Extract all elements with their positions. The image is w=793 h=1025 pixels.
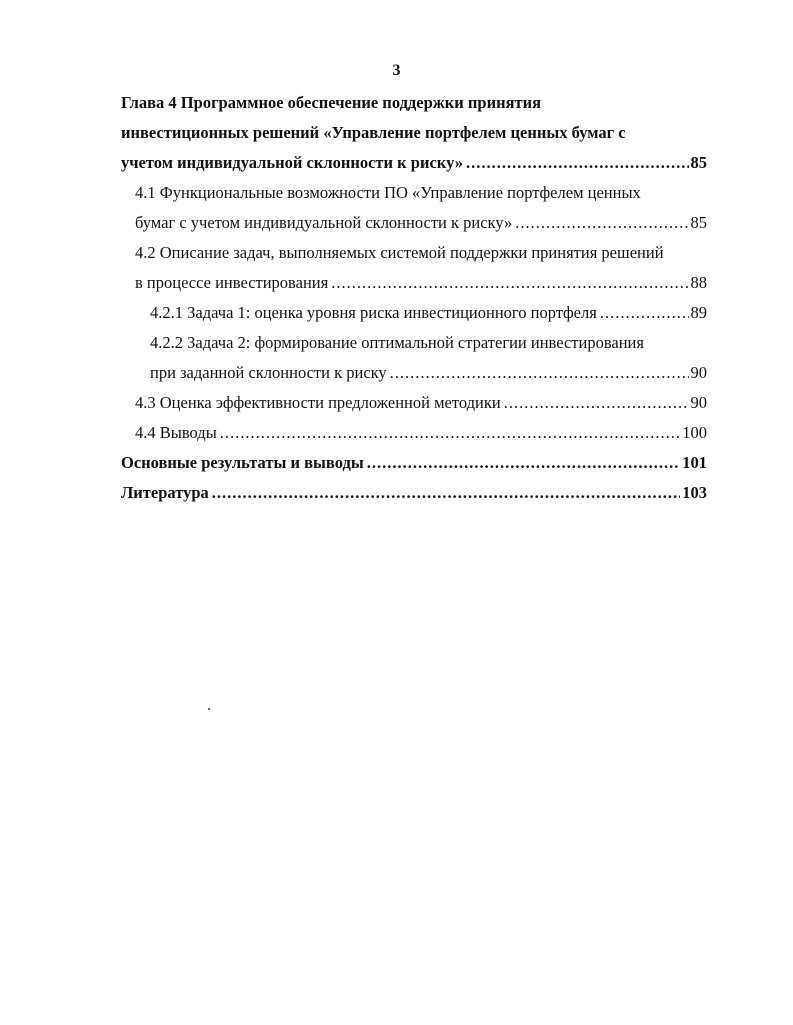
toc-main-results[interactable] — [121, 448, 707, 478]
scan-speck — [208, 708, 210, 710]
dot-leader — [331, 268, 688, 298]
dot-leader — [466, 148, 689, 178]
toc-page-number: 103 — [682, 483, 707, 502]
toc-section-4-2-1[interactable] — [121, 298, 707, 328]
dot-leader — [390, 358, 689, 388]
toc-entry-text-line: 4.3 Оценка эффективности предложенной методики — [135, 393, 501, 412]
toc-literature[interactable] — [121, 478, 707, 508]
toc-entry-text-line: в процессе инвестирования — [135, 273, 329, 292]
toc-section-4-3[interactable] — [121, 388, 707, 418]
toc-page-number: 88 — [690, 273, 707, 292]
toc-entry-text-line: Литература — [121, 483, 209, 502]
toc-entry-last-line — [135, 268, 707, 298]
toc-entry-text-line: Глава 4 Программное обеспечение поддержки принятия — [121, 93, 542, 112]
toc-page-number: 90 — [690, 363, 707, 382]
toc-page-number: 85 — [690, 153, 707, 172]
toc-entry-last-line — [150, 298, 707, 328]
dot-leader — [504, 388, 689, 418]
dot-leader — [212, 478, 680, 508]
toc-page-number: 89 — [690, 303, 707, 322]
toc-entry-last-line — [135, 388, 707, 418]
dot-leader — [600, 298, 689, 328]
toc-section-4-4[interactable] — [121, 418, 707, 448]
toc-page-number: 90 — [690, 393, 707, 412]
toc-page-number: 101 — [682, 453, 707, 472]
dot-leader — [220, 418, 680, 448]
toc-entry-text-line: учетом индивидуальной склонности к риску» — [121, 153, 463, 172]
toc-entry-last-line — [150, 358, 707, 388]
toc-entry-text-line: бумаг с учетом индивидуальной склонности к риску» — [135, 213, 513, 232]
toc-entry-text-line: 4.4 Выводы — [135, 423, 217, 442]
toc-entry-last-line — [121, 148, 707, 178]
toc-entry-text-line: Основные результаты и выводы — [121, 453, 364, 472]
toc-entry-last-line — [121, 478, 707, 508]
toc-chapter-4[interactable] — [121, 88, 707, 178]
toc-section-4-2-2[interactable] — [121, 328, 707, 388]
toc-entry-text-line: при заданной склонности к риску — [150, 363, 387, 382]
toc-entry-last-line — [121, 448, 707, 478]
toc-entry-text-line: инвестиционных решений «Управление портфелем ценных бумаг с — [121, 123, 626, 142]
toc-entry-text-line: 4.1 Функциональные возможности ПО «Управление портфелем ценных — [135, 183, 641, 202]
toc-entry-text-line: 4.2.2 Задача 2: формирование оптимальной стратегии инвестирования — [150, 333, 644, 352]
toc-entry-last-line — [135, 418, 707, 448]
toc-page-number: 100 — [682, 423, 707, 442]
toc-entry-text-line: 4.2 Описание задач, выполняемых системой поддержки принятия решений — [135, 243, 664, 262]
toc-section-4-2[interactable] — [121, 238, 707, 298]
toc-entry-text-line: 4.2.1 Задача 1: оценка уровня риска инвестиционного портфеля — [150, 303, 597, 322]
toc-page-number: 85 — [690, 213, 707, 232]
table-of-contents — [121, 88, 707, 508]
toc-entry-last-line — [135, 208, 707, 238]
dot-leader — [515, 208, 688, 238]
page-number: 3 — [392, 62, 401, 79]
dot-leader — [367, 448, 681, 478]
toc-section-4-1[interactable] — [121, 178, 707, 238]
